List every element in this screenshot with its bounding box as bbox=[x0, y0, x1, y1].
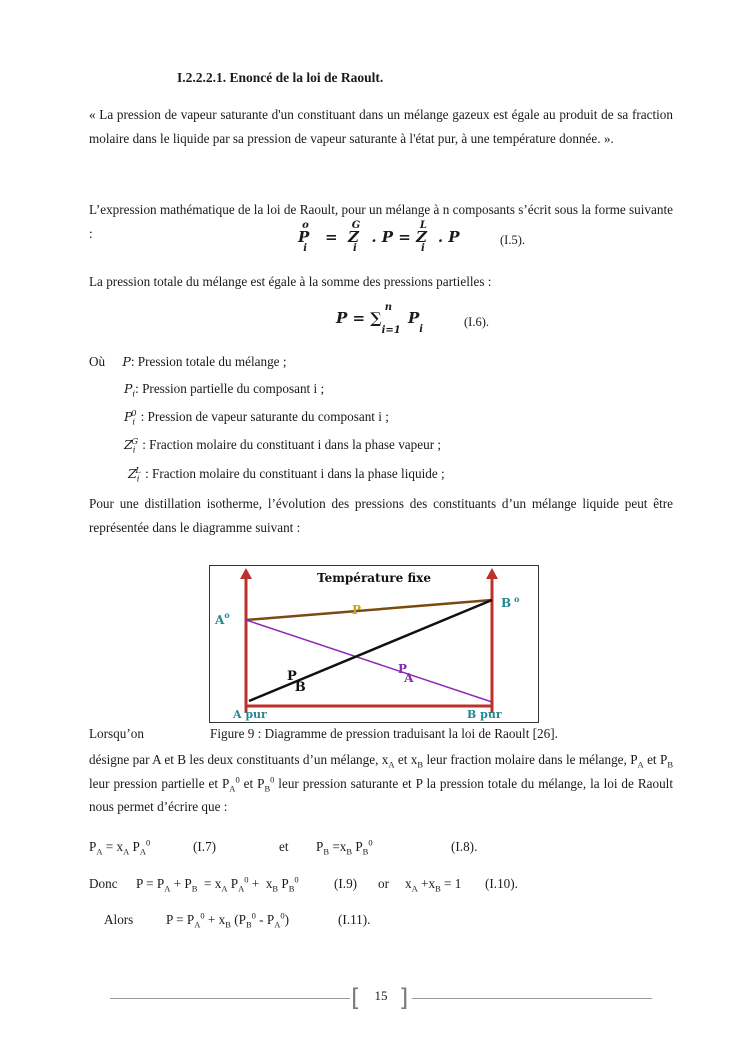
equation-i5-ref: (I.5). bbox=[500, 233, 525, 247]
pa-label: P A bbox=[398, 662, 414, 685]
b0-label: B $^o$ bbox=[501, 594, 520, 610]
definition-p: Où P: Pression totale du mélange ; bbox=[89, 354, 287, 369]
ou-label: Où bbox=[89, 354, 106, 369]
equation-i8: $P_B =x_B$ $P_B^0$ bbox=[316, 837, 373, 857]
distillation-paragraph: Pour une distillation isotherme, l’évolution des pressions des constituants d’un mélange liquide peut être représentée dans le diagramme suivant : bbox=[89, 496, 673, 535]
expression-paragraph: L’expression mathématique de la loi de Raoult, pour un mélange à n composants s’écrit sous la forme suivante : bbox=[89, 202, 673, 241]
donc-word: Donc bbox=[89, 876, 118, 891]
definition-pi-text: : Pression partielle du composant i ; bbox=[135, 381, 325, 396]
section-heading: I.2.2.2.1. Enoncé de la loi de Raoult. bbox=[177, 70, 384, 85]
diagram-frame bbox=[210, 566, 539, 723]
equation-i7: $P_A = x_A$ $P_A^0$ bbox=[89, 837, 151, 857]
pb-label: P B bbox=[287, 669, 306, 695]
equation-i9-ref: (I.9) bbox=[334, 876, 358, 891]
p-label: P bbox=[352, 603, 362, 617]
lorsquon-word: Lorsqu’on bbox=[89, 726, 144, 741]
equation-i11: $P = P_A^0 + x_B$ $(P_B^0 - P_A^0)$ bbox=[166, 910, 289, 930]
b-pur-label: B pur bbox=[467, 708, 502, 721]
raoult-pressure-diagram bbox=[209, 565, 539, 723]
raoult-law-statement: « La pression de vapeur saturante d'un constituant dans un mélange gazeux est égale au produit de sa fraction molaire dans le liquide par sa pression de vapeur saturante à l'état pur, à une température donnée. ». bbox=[89, 107, 673, 146]
definition-zig-text: : Fraction molaire du constituant i dans la phase vapeur ; bbox=[142, 437, 442, 452]
footer-left-bracket: [ bbox=[351, 984, 361, 1012]
et-word: et bbox=[279, 839, 289, 854]
equation-i11-ref: (I.11). bbox=[338, 912, 371, 927]
definition-p-text: : Pression totale du mélange ; bbox=[130, 354, 287, 369]
total-pressure-paragraph: La pression totale du mélange est égale à la somme des pressions partielles : bbox=[89, 274, 492, 289]
alors-word: Alors bbox=[104, 912, 134, 927]
definition-pi: $P_i$: Pression partielle du composant i ; bbox=[124, 381, 325, 400]
a-pur-label: A pur bbox=[233, 708, 267, 721]
a0-label: $A^o$ bbox=[215, 610, 230, 627]
footer-rule-right bbox=[412, 998, 652, 999]
footer-right-bracket: ] bbox=[399, 984, 409, 1012]
definition-zil: $Z_i^L$ : Fraction molaire du constituant i dans la phase liquide ; bbox=[128, 465, 445, 485]
equation-i10-ref: (I.10). bbox=[485, 876, 518, 891]
footer-rule-left bbox=[110, 998, 350, 999]
notation-paragraph: désigne par A et B les deux constituants d’un mélange, $x_A$ et $x_B$ leur fraction molaire dans le mélange, $P_A$ et $P_B$ leur pression partielle et $P_A^0$ et $P_B^0$ leur pression saturante et P la pression totale du mélange, la loi de Raoult nous permet d’écrire que : bbox=[89, 752, 673, 814]
page-number: 15 bbox=[374, 988, 388, 1003]
equation-i10: $x_A +x_B = 1$ bbox=[405, 876, 462, 894]
definition-zil-text: : Fraction molaire du constituant i dans la phase liquide ; bbox=[145, 466, 445, 481]
or-word: or bbox=[378, 876, 389, 891]
equation-i8-ref: (I.8). bbox=[451, 839, 478, 854]
definition-pi0-text: : Pression de vapeur saturante du composant i ; bbox=[140, 409, 389, 424]
equation-i7-ref: (I.7) bbox=[193, 839, 217, 854]
equation-i6-ref: (I.6). bbox=[464, 315, 489, 329]
figure-caption: Figure 9 : Diagramme de pression traduisant la loi de Raoult [26]. bbox=[210, 726, 558, 741]
definition-zig: $Z_i^G$ : Fraction molaire du constituant i dans la phase vapeur ; bbox=[124, 436, 442, 456]
equation-i6: $P = \sum_{i=1}^nP_i$ bbox=[336, 302, 424, 336]
equation-i5: $P_i^o = Z_i^G$. $P = Z_i^L$. P bbox=[298, 220, 460, 254]
definition-pi0: $P_i^0$ : Pression de vapeur saturante du composant i ; bbox=[124, 408, 389, 428]
equation-i9: $P = P_A + P_B = x_A$ $P_A^0 + x_B$ $P_B^0$ bbox=[136, 874, 299, 894]
diagram-title: Température fixe bbox=[317, 571, 431, 585]
